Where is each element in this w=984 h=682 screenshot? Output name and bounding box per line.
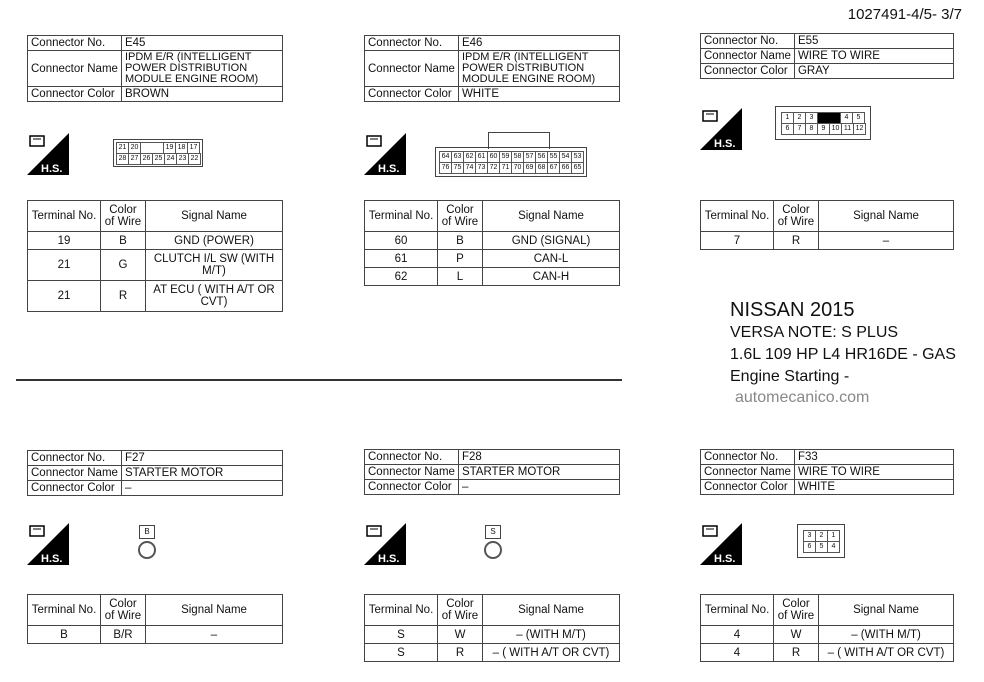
connector-pin: 20	[128, 142, 141, 154]
connector-pin: 23	[176, 153, 189, 165]
connector-pin: 54	[559, 151, 572, 163]
connector-info-f28: Connector No. F28 Connector Name STARTER MOTOR Connector Color –	[364, 449, 620, 495]
svg-text:H.S.: H.S.	[378, 553, 400, 565]
connector-pin: 18	[175, 142, 188, 154]
table-row: 4 R – ( WITH A/T OR CVT)	[701, 644, 954, 662]
table-row: 60 B GND (SIGNAL)	[365, 232, 620, 250]
document-id: 1027491-4/5- 3/7	[847, 6, 962, 23]
svg-text:H.S.: H.S.	[714, 553, 736, 565]
signal-table-e55: Terminal No. Color of Wire Signal Name 7 R –	[700, 200, 954, 250]
connector-pin: 71	[499, 162, 512, 174]
connector-pin: 60	[487, 151, 500, 163]
connector-name: WIRE TO WIRE	[794, 49, 953, 64]
connector-pin: 56	[535, 151, 548, 163]
connector-name: STARTER MOTOR	[121, 466, 282, 481]
vehicle-section: Engine Starting -	[730, 368, 850, 385]
svg-text:H.S.: H.S.	[714, 138, 736, 150]
connector-pin: 4	[840, 112, 853, 124]
table-row: S R – ( WITH A/T OR CVT)	[365, 644, 620, 662]
connector-pin: 5	[852, 112, 865, 124]
hs-icon	[700, 523, 742, 570]
connector-info-e55: Connector No. E55 Connector Name WIRE TO WIRE Connector Color GRAY	[700, 33, 954, 79]
connector-pin: 63	[451, 151, 464, 163]
connector-no: E55	[794, 34, 953, 49]
table-row: 21 R AT ECU ( WITH A/T OR CVT)	[28, 281, 283, 312]
connector-pin: 64	[439, 151, 452, 163]
connector-pin: 67	[547, 162, 560, 174]
hs-icon	[27, 523, 69, 570]
connector-pin: 75	[451, 162, 464, 174]
svg-text:H.S.: H.S.	[378, 163, 400, 175]
vehicle-engine: 1.6L 109 HP L4 HR16DE - GAS	[730, 346, 956, 363]
connector-no: F28	[458, 450, 619, 465]
connector-pin: 69	[523, 162, 536, 174]
svg-text:H.S.: H.S.	[41, 553, 63, 565]
connector-pin: 2	[815, 530, 828, 542]
hs-icon	[27, 133, 69, 180]
connector-pin: 19	[163, 142, 176, 154]
table-row: 62 L CAN-H	[365, 268, 620, 286]
connector-pin: 76	[439, 162, 452, 174]
connector-name: WIRE TO WIRE	[794, 465, 953, 480]
site-watermark: automecanico.com	[735, 389, 870, 406]
connector-pin: 8	[805, 123, 818, 135]
connector-pin: 17	[187, 142, 200, 154]
connector-pin: 6	[781, 123, 794, 135]
connector-face-f28: S	[482, 525, 504, 559]
connector-pin: 3	[803, 530, 816, 542]
connector-no: F33	[794, 450, 953, 465]
connector-pin: 5	[815, 541, 828, 553]
table-row: 7 R –	[701, 232, 954, 250]
connector-color: –	[121, 481, 282, 496]
connector-pin: 22	[188, 153, 201, 165]
signal-table-f33: Terminal No. Color of Wire Signal Name 4 W – (WITH M/T) 4 R – ( WITH A/T OR CVT)	[700, 594, 954, 662]
connector-pin: 70	[511, 162, 524, 174]
table-row: 19 B GND (POWER)	[28, 232, 283, 250]
connector-name: IPDM E/R (INTELLIGENT POWER DISTRIBUTION MODULE ENGINE ROOM)	[458, 51, 619, 87]
connector-pin: 61	[475, 151, 488, 163]
table-row: 61 P CAN-L	[365, 250, 620, 268]
connector-pin: 2	[793, 112, 806, 124]
divider	[16, 379, 622, 381]
connector-color: GRAY	[794, 64, 953, 79]
hs-icon	[364, 523, 406, 570]
connector-color: WHITE	[794, 480, 953, 495]
connector-pin: 58	[511, 151, 524, 163]
table-row: S W – (WITH M/T)	[365, 626, 620, 644]
connector-pin: 1	[781, 112, 794, 124]
connector-pin: 4	[827, 541, 840, 553]
connector-color: –	[458, 480, 619, 495]
signal-table-f27: Terminal No. Color of Wire Signal Name B B/R –	[27, 594, 283, 644]
table-row: 4 W – (WITH M/T)	[701, 626, 954, 644]
connector-pin: 27	[128, 153, 141, 165]
connector-pin: 28	[116, 153, 129, 165]
connector-info-f27: Connector No. F27 Connector Name STARTER MOTOR Connector Color –	[27, 450, 283, 496]
vehicle-model: VERSA NOTE: S PLUS	[730, 324, 899, 341]
connector-pin: 26	[140, 153, 153, 165]
connector-pin: 55	[547, 151, 560, 163]
connector-pin: 12	[853, 123, 866, 135]
connector-face-e46	[435, 147, 587, 177]
connector-no: F27	[121, 451, 282, 466]
connector-face-f33	[797, 524, 845, 558]
connector-pin: 74	[463, 162, 476, 174]
connector-pin: 24	[164, 153, 177, 165]
connector-pin: 57	[523, 151, 536, 163]
connector-info-e45: Connector No. E45 Connector Name IPDM E/R (INTELLIGENT POWER DISTRIBUTION MODULE ENGINE ROOM) Connector Color BROWN	[27, 35, 283, 102]
hs-icon	[700, 108, 742, 155]
connector-pin: 25	[152, 153, 165, 165]
signal-table-e45: Terminal No. Color of Wire Signal Name 19 B GND (POWER) 21 G CLUTCH I/L SW (WITH M/T) 21 R AT ECU ( WITH A/T OR CVT)	[27, 200, 283, 312]
connector-pin: 3	[805, 112, 818, 124]
connector-no: E46	[458, 36, 619, 51]
connector-face-e55	[775, 106, 871, 140]
connector-pin: 66	[559, 162, 572, 174]
connector-pin: 10	[829, 123, 842, 135]
connector-pin: 21	[116, 142, 129, 154]
connector-name: IPDM E/R (INTELLIGENT POWER DISTRIBUTION MODULE ENGINE ROOM)	[121, 51, 282, 87]
connector-name: STARTER MOTOR	[458, 465, 619, 480]
connector-pin: 73	[475, 162, 488, 174]
connector-face-e45	[113, 139, 203, 167]
connector-pin: 68	[535, 162, 548, 174]
connector-pin: 1	[827, 530, 840, 542]
svg-text:H.S.: H.S.	[41, 163, 63, 175]
connector-pin: 53	[571, 151, 584, 163]
connector-pin: 65	[571, 162, 584, 174]
table-row: 21 G CLUTCH I/L SW (WITH M/T)	[28, 250, 283, 281]
connector-no: E45	[121, 36, 282, 51]
connector-pin: 59	[499, 151, 512, 163]
connector-pin: 7	[793, 123, 806, 135]
vehicle-make-year: NISSAN 2015	[730, 299, 855, 321]
signal-table-e46: Terminal No. Color of Wire Signal Name 60 B GND (SIGNAL) 61 P CAN-L 62 L CAN-H	[364, 200, 620, 286]
connector-pin: 6	[803, 541, 816, 553]
connector-info-e46: Connector No. E46 Connector Name IPDM E/R (INTELLIGENT POWER DISTRIBUTION MODULE ENGINE ROOM) Connector Color WHITE	[364, 35, 620, 102]
connector-pin: 11	[841, 123, 854, 135]
connector-pin: 9	[817, 123, 830, 135]
connector-info-f33: Connector No. F33 Connector Name WIRE TO WIRE Connector Color WHITE	[700, 449, 954, 495]
connector-face-f27: B	[136, 525, 158, 559]
table-row: B B/R –	[28, 626, 283, 644]
signal-table-f28: Terminal No. Color of Wire Signal Name S W – (WITH M/T) S R – ( WITH A/T OR CVT)	[364, 594, 620, 662]
connector-color: WHITE	[458, 87, 619, 102]
connector-pin: 72	[487, 162, 500, 174]
hs-icon	[364, 133, 406, 180]
connector-color: BROWN	[121, 87, 282, 102]
connector-pin: 62	[463, 151, 476, 163]
